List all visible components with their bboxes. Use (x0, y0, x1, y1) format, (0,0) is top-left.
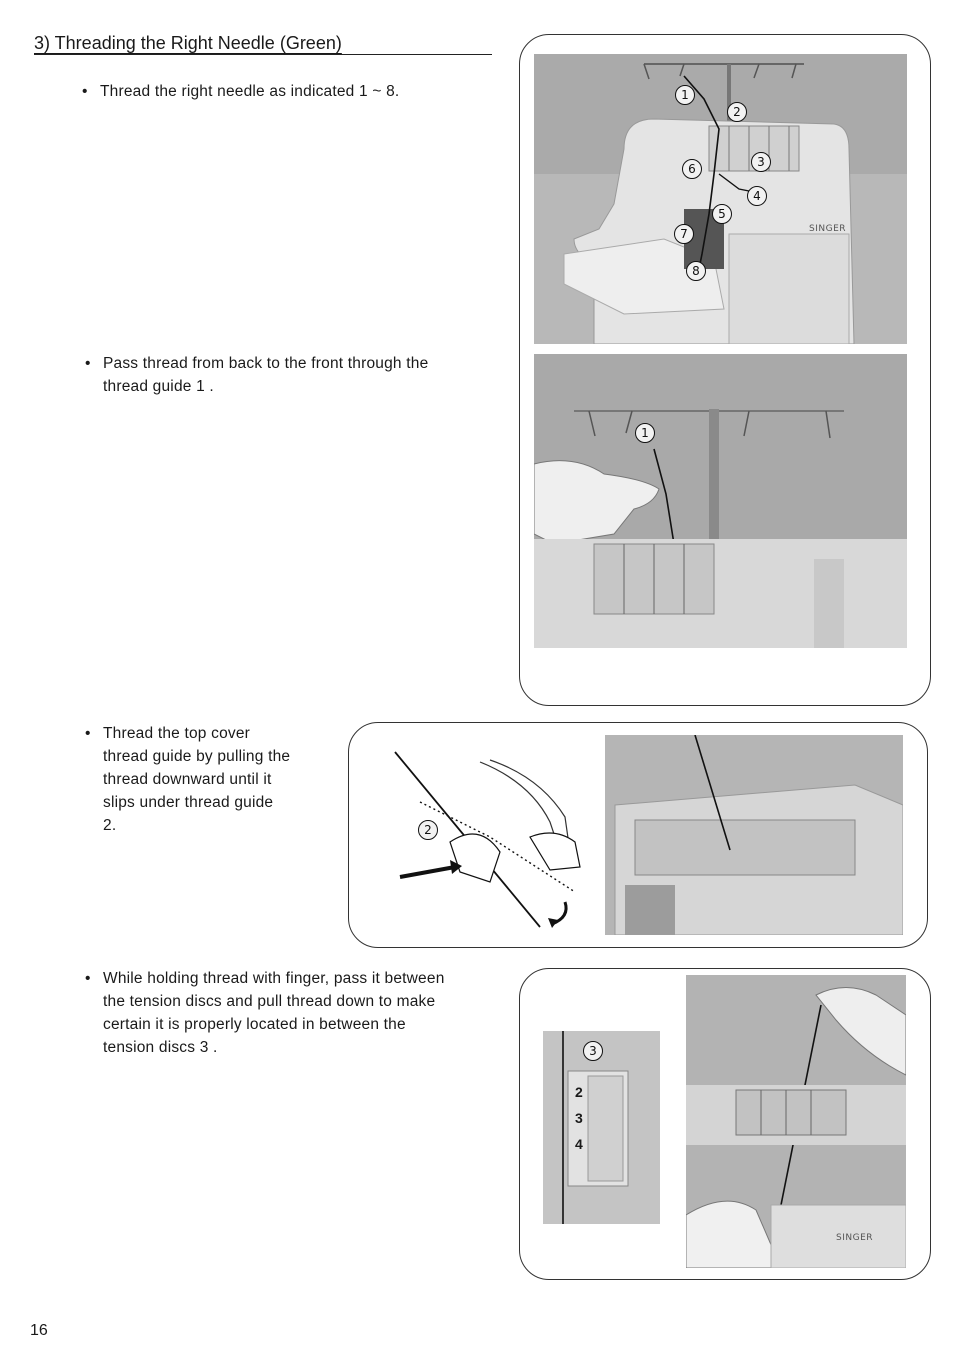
top-cover-illustration (605, 735, 903, 935)
step-4-text (85, 967, 495, 1059)
step-4-line-3: certain it is properly located in between the (103, 1016, 406, 1033)
photo-tension-discs (686, 975, 906, 1268)
callout-3: 3 (751, 152, 771, 172)
photo-overview (534, 54, 907, 344)
step-3-line-3: thread downward until it (103, 771, 272, 788)
overlock-machine-illustration (534, 54, 907, 344)
step-3-line-5: 2. (103, 817, 117, 834)
step-4-line-1: While holding thread with finger, pass it between (103, 970, 445, 987)
step-2-text (85, 352, 495, 398)
callout-5: 5 (712, 204, 732, 224)
photo-tension-dial (543, 1031, 660, 1224)
bullet-dot: • (85, 355, 91, 372)
callout-3: 3 (583, 1041, 603, 1061)
thread-guide-diagram (380, 742, 590, 932)
step-3-text (85, 722, 313, 837)
callout-7: 7 (674, 224, 694, 244)
diagram-thread-guide-2 (380, 742, 590, 932)
step-1-text (82, 80, 490, 103)
dial-mark: 3 (575, 1110, 583, 1126)
tension-discs-illustration (686, 975, 906, 1268)
machine-brand-logo: SINGER (809, 224, 847, 234)
bullet-dot: • (85, 725, 91, 742)
dial-mark: 4 (575, 1136, 583, 1152)
step-2-line-1: Pass thread from back to the front through the (103, 355, 429, 372)
step-3-line-1: Thread the top cover (103, 725, 251, 742)
callout-8: 8 (686, 261, 706, 281)
callout-6: 6 (682, 159, 702, 179)
tension-dial-illustration (543, 1031, 660, 1224)
photo-thread-guide-1 (534, 354, 907, 648)
bullet-dot: • (82, 83, 88, 100)
photo-thread-guide-2 (605, 735, 903, 935)
section-title: 3) Threading the Right Needle (Green) (34, 32, 492, 55)
callout-1: 1 (675, 85, 695, 105)
callout-2: 2 (727, 102, 747, 122)
dial-mark: 2 (575, 1084, 583, 1100)
callout-2: 2 (418, 820, 438, 840)
tension-dial-scale (575, 1079, 583, 1157)
step-1-line: Thread the right needle as indicated 1 ~ 8. (100, 83, 400, 100)
callout-1: 1 (635, 423, 655, 443)
step-3-line-4: slips under thread guide (103, 794, 274, 811)
thread-guide-illustration (534, 354, 907, 648)
step-4-line-2: the tension discs and pull thread down to make (103, 993, 436, 1010)
page-number: 16 (30, 1322, 48, 1339)
bullet-dot: • (85, 970, 91, 987)
step-4-line-4: tension discs 3 . (103, 1039, 218, 1056)
step-3-line-2: thread guide by pulling the (103, 748, 291, 765)
callout-4: 4 (747, 186, 767, 206)
machine-brand-logo: SINGER (836, 1233, 874, 1243)
step-2-line-2: thread guide 1 . (103, 378, 214, 395)
